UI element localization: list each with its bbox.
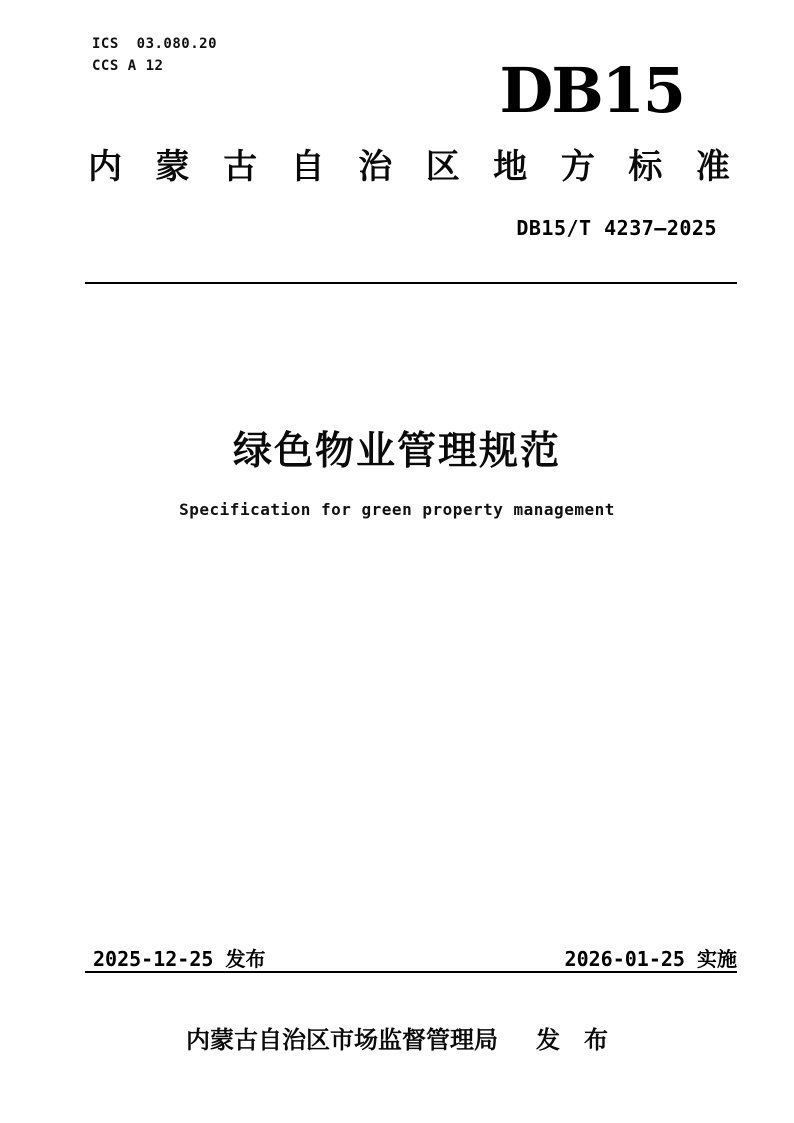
standard-category-char: 自 bbox=[290, 147, 325, 187]
standard-category-char: 治 bbox=[358, 147, 393, 187]
publisher-name: 内蒙古自治区市场监督管理局 bbox=[186, 1026, 498, 1054]
dates-row bbox=[93, 943, 737, 972]
document-subtitle-english: Specification for green property management bbox=[179, 500, 615, 519]
ics-code: ICS 03.080.20 bbox=[92, 36, 218, 52]
footer-divider bbox=[85, 971, 737, 973]
standard-category-char: 古 bbox=[223, 147, 258, 187]
standard-category-char: 准 bbox=[695, 147, 730, 187]
standard-category-char: 内 bbox=[88, 147, 122, 187]
issue-date: 2025-12-25 发布 bbox=[93, 947, 266, 971]
ccs-code: CCS A 12 bbox=[92, 58, 164, 74]
standard-category-char: 方 bbox=[560, 147, 595, 187]
standard-code: DB15/T 4237—2025 bbox=[516, 216, 717, 240]
standard-category-char: 蒙 bbox=[155, 147, 190, 187]
standard-category-title bbox=[88, 148, 730, 187]
implementation-date: 2026-01-25 实施 bbox=[564, 947, 737, 971]
standard-category-char: 地 bbox=[493, 147, 528, 187]
publisher-line bbox=[0, 1020, 794, 1055]
db15-logo: DB15 bbox=[499, 54, 684, 127]
publish-label: 发 布 bbox=[536, 1026, 608, 1054]
standard-category-char: 标 bbox=[628, 147, 663, 187]
document-title: 绿色物业管理规范 bbox=[232, 429, 561, 474]
header-divider bbox=[85, 282, 737, 284]
standard-category-char: 区 bbox=[425, 147, 460, 187]
